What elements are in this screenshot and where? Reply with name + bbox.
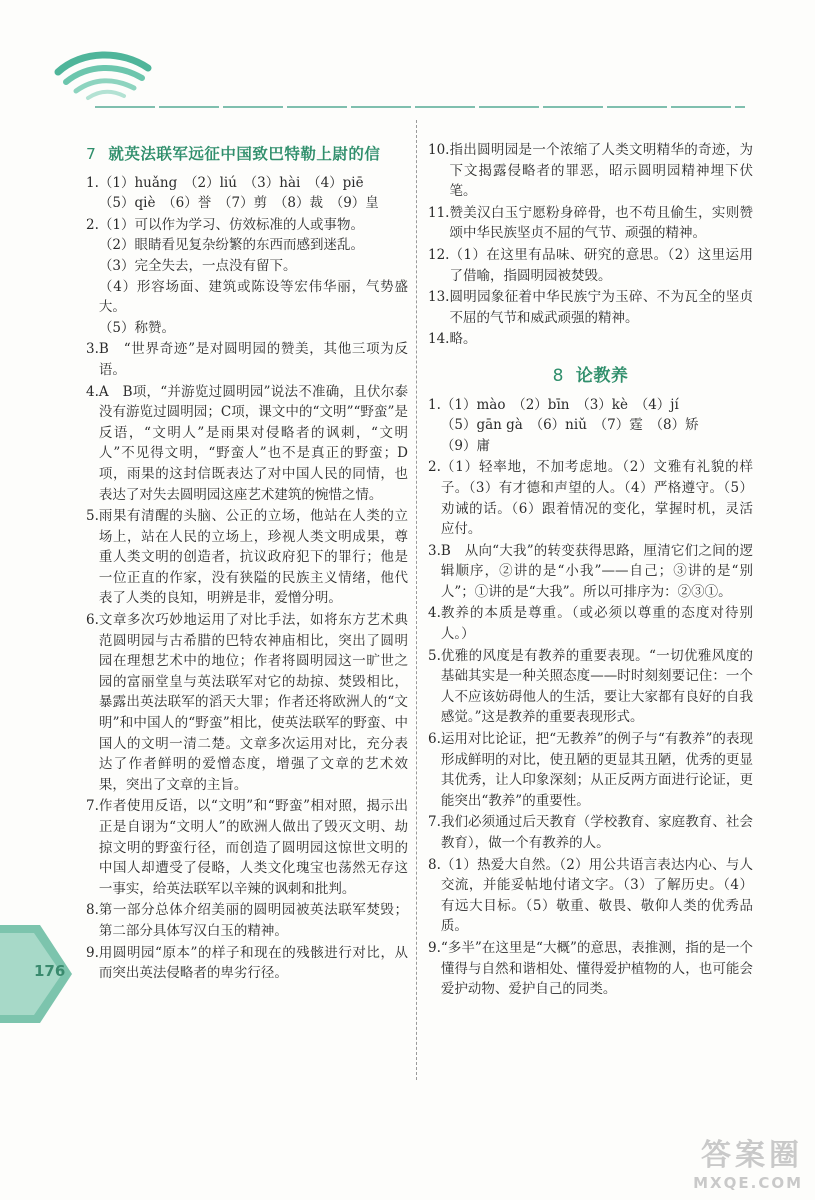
- answer-item: [428, 287, 753, 328]
- answer-item: [428, 245, 753, 286]
- answer-line: （5）称赞。: [98, 319, 175, 336]
- answer-number: 3.: [428, 542, 441, 559]
- answer-number: 7.: [86, 798, 99, 815]
- answer-text: [441, 938, 753, 1000]
- answer-text: [441, 812, 753, 853]
- answer-number: 5.: [428, 647, 441, 664]
- answer-line: “多半”在这里是“大概”的意思，表推测，指的是一个懂得与自然和谐相处、懂得爱护植物的人，也可能会爱护动物、爱护自己的同类。: [440, 939, 753, 998]
- answer-line: 我们必须通过后天教育（学校教育、家庭教育、社会教育），做一个有教养的人。: [440, 814, 753, 851]
- left-column: [86, 140, 408, 985]
- answer-item: [428, 203, 753, 244]
- answer-text: [99, 796, 408, 899]
- answer-item: [86, 943, 408, 984]
- answer-text: [441, 457, 753, 539]
- answer-line: 文章多次巧妙地运用了对比手法，如将东方艺术典范圆明园与古希腊的巴特农神庙相比，突出了圆明园在理想艺术中的地位；作者将圆明园这一旷世之园的富丽堂皇与英法联军对它的劫掠、焚毁相比，暴露出英法联军的滔天大罪；作者还将欧洲人的“文明”和中国人的“野蛮”相比，使英法联军的野蛮、中国人的文明一清二楚。文章多次运用对比，充分表达了作者鲜明的爱憎态度，增强了文章的艺术效果，突出了文章的主旨。: [98, 612, 408, 793]
- answer-number: 1.: [428, 396, 441, 413]
- answer-number: 11.: [428, 204, 450, 221]
- answer-number: 2.: [428, 459, 441, 476]
- answer-text: [449, 203, 753, 244]
- answer-line: 优雅的风度是有教养的重要表现。“一切优雅风度的基础其实是一种关照态度——时时刻刻要记住：一个人不应该妨碍他人的生活，要让大家都有良好的自我感觉。”这是教养的重要表现形式。: [440, 647, 753, 726]
- answer-number: 5.: [86, 508, 99, 525]
- answer-text: [99, 900, 408, 941]
- answer-text: [99, 943, 408, 984]
- answer-number: 13.: [428, 289, 450, 306]
- answer-line: 第一部分总体介绍美丽的圆明园被英法联军焚毁；第二部分具体写汉白玉的精神。: [98, 902, 408, 939]
- answer-item: [428, 855, 753, 937]
- answer-text: [441, 395, 753, 457]
- watermark-logo-text: 答案圈: [701, 1138, 803, 1173]
- answer-item: [428, 938, 753, 1000]
- column-divider: [416, 120, 417, 1080]
- answer-text: [449, 245, 753, 286]
- answer-line: （5）qiè （6）誉 （7）剪 （8）裁 （9）皇: [98, 195, 379, 212]
- answer-number: 9.: [86, 944, 99, 961]
- answer-number: 10.: [428, 142, 450, 158]
- right-answer-list-top: [428, 140, 753, 350]
- answer-line: 略。: [449, 331, 477, 348]
- header-rule: [95, 106, 745, 108]
- answer-number: 4.: [86, 383, 99, 400]
- answer-line: （1）轻率地，不加考虑地。（2）文雅有礼貌的样子。（3）有才德和声望的人。（4）严格遵守。（5）劝诫的话。（6）跟着情况的变化，掌握时机，灵活应付。: [440, 459, 753, 538]
- answer-item: [428, 812, 753, 853]
- answer-item: [86, 382, 408, 506]
- answer-line: （9）庸: [440, 437, 490, 454]
- answer-line: （4）形容场面、建筑或陈设等宏伟华丽，气势盛大。: [98, 278, 408, 316]
- answer-number: 8.: [428, 856, 441, 873]
- answer-number: 2.: [86, 216, 99, 233]
- answer-text: [441, 729, 753, 811]
- answer-item: [86, 173, 408, 214]
- answer-line: （3）完全失去，一点没有留下。: [98, 257, 297, 274]
- answer-item: [428, 603, 753, 644]
- answer-line: 赞美汉白玉宁愿粉身碎骨，也不苟且偷生，实则赞颂中华民族坚贞不屈的气节、顽强的精神。: [449, 204, 753, 242]
- answer-number: 3.: [86, 341, 99, 358]
- answer-line: B 从向“大我”的转变获得思路，厘清它们之间的逻辑顺序，②讲的是“小我”——自己；③讲的是“别人”；①讲的是“大我”。所以可排序为：②③①。: [440, 542, 753, 600]
- answer-item: [86, 339, 408, 380]
- answer-number: 6.: [86, 612, 99, 629]
- answer-item: [428, 646, 753, 728]
- answer-line: （1）热爱大自然。（2）用公共语言表达内心、与人交流，并能妥帖地付诸文字。（3）了解历史。（4）有远大目标。（5）敬重、敬畏、敬仰人类的优秀品质。: [440, 856, 753, 935]
- answer-item: [428, 541, 753, 603]
- answer-number: 12.: [428, 246, 450, 263]
- section-7-title: 7 就英法联军远征中国致巴特勒上尉的信: [86, 145, 381, 163]
- answer-number: 6.: [428, 731, 441, 748]
- answer-text: [99, 215, 408, 339]
- answer-line: 教养的本质是尊重。（或必须以尊重的态度对待别人。）: [440, 605, 753, 643]
- answer-text: [441, 855, 753, 937]
- answer-line: B “世界奇迹”是对圆明园的赞美，其他三项为反语。: [98, 341, 408, 378]
- answer-text: [99, 382, 408, 506]
- right-column: [428, 140, 753, 1001]
- answer-text: [99, 506, 408, 609]
- answer-number: 1.: [86, 174, 99, 191]
- answer-line: （2）眼睛看见复杂纷繁的东西而感到迷乱。: [98, 237, 364, 254]
- answer-text: [99, 610, 408, 795]
- answer-line: 运用对比论证，把“无教养”的例子与“有教养”的表现形成鲜明的对比，使丑陋的更显其丑陋，优秀的更显其优秀，让人印象深刻；从正反两方面进行论证，更能突出“教养”的重要性。: [440, 731, 753, 809]
- answer-line: 圆明园象征着中华民族宁为玉碎、不为瓦全的坚贞不屈的气节和威武顽强的精神。: [449, 289, 753, 326]
- left-answer-list: [86, 173, 408, 984]
- page-number: 176: [34, 962, 66, 980]
- answer-text: [441, 541, 753, 603]
- section-8-title: 8 论教养: [552, 365, 629, 386]
- answer-line: 雨果有清醒的头脑、公正的立场，他站在人类的立场上，站在人民的立场上，珍视人类文明成果，尊重人类文明的创造者，抗议政府犯下的罪行；他是一位正直的作家，没有狭隘的民族主义情绪，他代表了人类的良知，明辨是非，爱憎分明。: [98, 508, 408, 607]
- answer-line: （1）mào （2）bīn （3）kè （4）jí: [440, 396, 679, 413]
- answer-item: [86, 900, 408, 941]
- answer-item: [428, 457, 753, 539]
- answer-item: [86, 796, 408, 899]
- answer-line: 用圆明园“原本”的样子和现在的残骸进行对比，从而突出英法侵略者的卑劣行径。: [98, 944, 408, 982]
- answer-number: 4.: [428, 605, 441, 622]
- answer-text: [441, 646, 753, 728]
- answer-item: [428, 140, 753, 202]
- answer-line: A B项，“并游览过圆明园”说法不准确，且伏尔泰没有游览过圆明园；C项，课文中的“文明”“野蛮”是反语，“文明人”是雨果对侵略者的讽刺，“文明人”不见得文明，“野蛮人”也不是真正的野蛮；D项，雨果的这封信既表达了对中国人民的同情，也表达了对失去圆明园这座艺术建筑的惋惜之情。: [98, 383, 408, 503]
- answer-text: [449, 329, 753, 350]
- answer-line: （1）可以作为学习、仿效标准的人或事物。: [98, 216, 364, 233]
- answer-line: （1）huǎng （2）liú （3）hài （4）piē: [98, 174, 364, 191]
- answer-text: [449, 140, 753, 202]
- answer-number: 7.: [428, 814, 441, 831]
- answer-item: [86, 506, 408, 609]
- answer-item: [428, 395, 753, 457]
- answer-number: 8.: [86, 902, 99, 919]
- logo-icon: [52, 42, 152, 104]
- answer-text: [441, 603, 753, 644]
- answer-item: [86, 610, 408, 795]
- answer-item: [428, 329, 753, 350]
- answer-line: （1）在这里有品味、研究的意思。（2）这里运用了借喻，指圆明园被焚毁。: [449, 246, 753, 284]
- right-answer-list: [428, 395, 753, 1000]
- answer-number: 9.: [428, 939, 441, 956]
- answer-line: 作者使用反语，以“文明”和“野蛮”相对照，揭示出正是自诩为“文明人”的欧洲人做出了毁灭文明、劫掠文明的野蛮行径，而创造了圆明园这惊世文明的中国人却遭受了侵略，人类文化瑰宝也荡然无存这一事实，给英法联军以辛辣的讽刺和批判。: [98, 798, 408, 897]
- answer-line: 指出圆明园是一个浓缩了人类文明精华的奇迹，为下文揭露侵略者的罪恶，昭示圆明园精神埋下伏笔。: [449, 142, 753, 200]
- answer-line: （5）gān gà （6）niǔ （7）霆 （8）矫: [440, 417, 699, 434]
- answer-text: [99, 339, 408, 380]
- answer-item: [86, 215, 408, 339]
- answer-text: [99, 173, 408, 214]
- watermark-url: MXQE.COM: [693, 1174, 803, 1192]
- answer-number: 14.: [428, 331, 450, 348]
- watermark: [693, 1130, 803, 1192]
- answer-text: [449, 287, 753, 328]
- answer-item: [428, 729, 753, 811]
